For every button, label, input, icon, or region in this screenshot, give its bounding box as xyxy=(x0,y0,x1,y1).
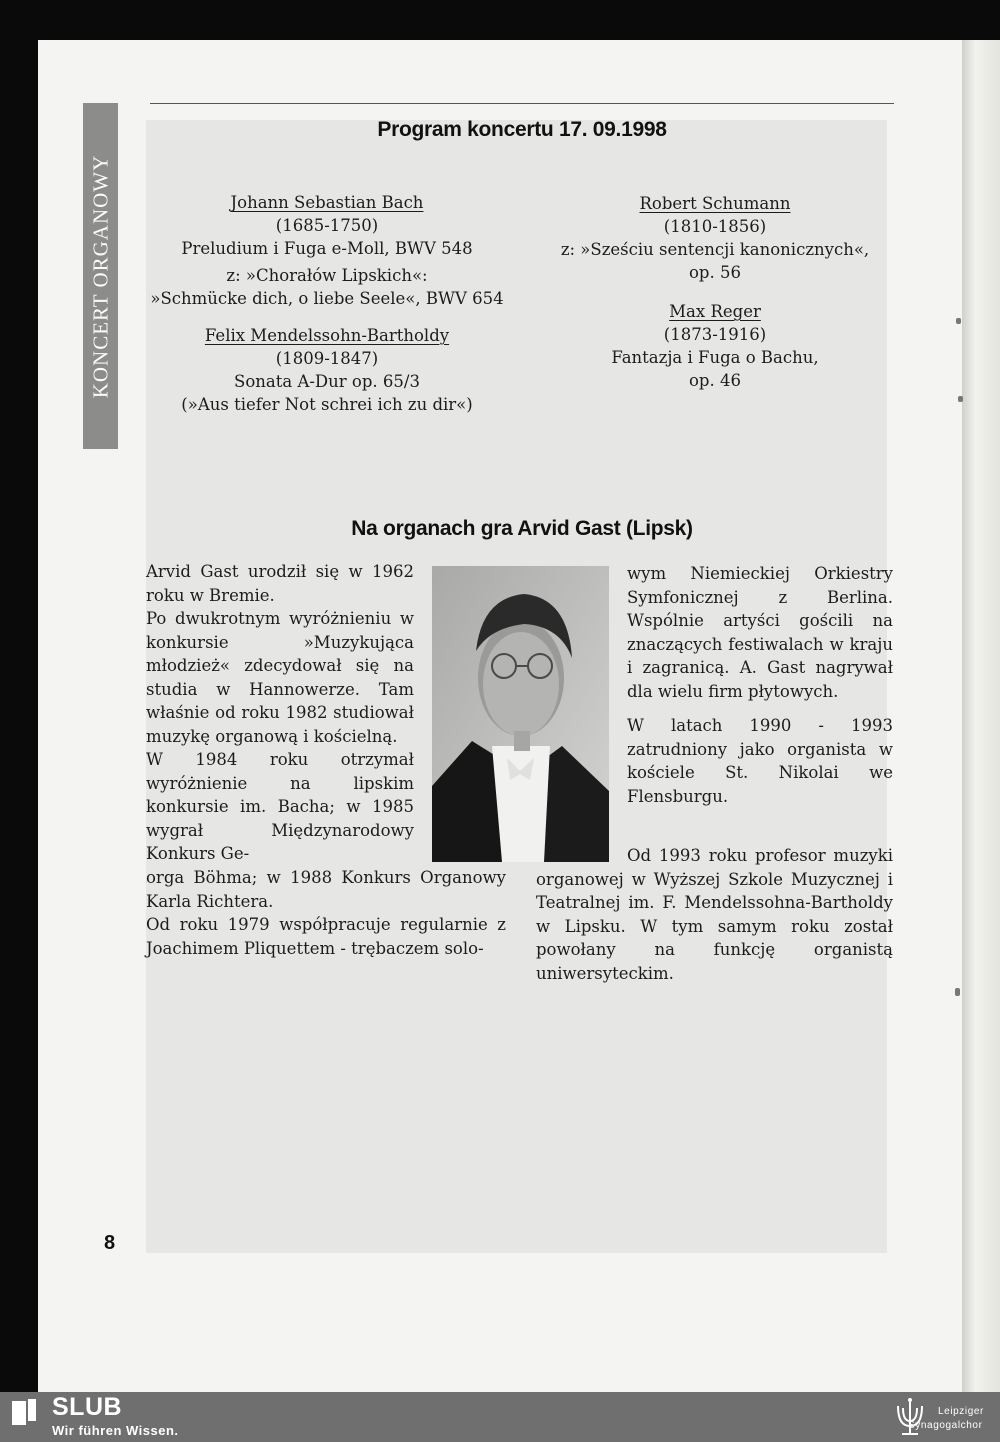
composer-reger: Max Reger xyxy=(669,302,761,321)
scan-speck xyxy=(955,988,960,996)
work-mendelssohn-line1: Sonata A-Dur op. 65/3 xyxy=(234,372,420,391)
bio-paragraph: Od roku 1979 współpracuje regularnie z Joachimem Pliquettem - trębaczem solo- xyxy=(146,915,506,958)
menorah-icon xyxy=(893,1396,927,1438)
slub-tagline: Wir führen Wissen. xyxy=(52,1423,179,1438)
bio-column-left-bottom xyxy=(146,866,506,960)
composer-mendelssohn: Felix Mendelssohn-Bartholdy xyxy=(204,326,450,345)
slub-name: SLUB xyxy=(52,1393,123,1421)
work-reger-line2: op. 46 xyxy=(689,371,741,390)
portrait-photo xyxy=(432,566,609,862)
work-mendelssohn-line2: (»Aus tiefer Not schrei ich zu dir«) xyxy=(181,395,473,414)
partner-name-line2: Synagogalchor xyxy=(908,1420,983,1431)
header-rule xyxy=(150,103,894,104)
work-reger-line1: Fantazja i Fuga o Bachu, xyxy=(611,348,819,367)
work-schumann-line2: op. 56 xyxy=(689,263,741,282)
composer-schumann-years: (1810-1856) xyxy=(663,217,767,236)
bio-title: Na organach gra Arvid Gast (Lipsk) xyxy=(351,517,693,540)
bio-paragraph: wym Niemieckiej Orkiestry Symfonicznej z Berlina. Wspólnie artyści gościli na znaczących festiwalach w kraju i zagranicą. A. Gast nagrywał dla wielu firm płytowych. xyxy=(627,564,893,701)
bio-column-right-bottom xyxy=(536,844,893,985)
bio-paragraph: orga Böhma; w 1988 Konkurs Organowy Karla Richtera. xyxy=(146,868,506,911)
work-bach-2-line2: »Schmücke dich, o liebe Seele«, BWV 654 xyxy=(150,289,504,308)
scan-speck xyxy=(958,396,963,402)
bio-column-left xyxy=(146,560,414,866)
slub-logo-icon xyxy=(12,1399,36,1425)
composer-schumann: Robert Schumann xyxy=(639,194,791,213)
side-label xyxy=(83,103,118,449)
footer-bar xyxy=(0,1392,1000,1442)
bio-paragraph: Od 1993 roku profesor muzyki organowej w Wyższej Szkole Muzycznej i Teatralnej im. F. Mendelssohna-Bartholdy w Lipsku. W tym samym roku został powołany na funkcję organistą uniwersyteckim. xyxy=(536,846,893,983)
program-right-column xyxy=(540,192,890,392)
scan-speck xyxy=(956,318,961,324)
partner-name-line1: Leipziger xyxy=(938,1406,984,1417)
page-number: 8 xyxy=(104,1232,116,1254)
composer-mendelssohn-years: (1809-1847) xyxy=(275,349,379,368)
work-bach-2-line1: z: »Chorałów Lipskich«: xyxy=(226,266,428,285)
bio-column-right xyxy=(627,562,893,808)
bio-paragraph: W latach 1990 - 1993 zatrudniony jako organista w kościele St. Nikolai we Flensburgu. xyxy=(627,716,893,806)
composer-bach-years: (1685-1750) xyxy=(275,216,379,235)
program-title: Program koncertu 17. 09.1998 xyxy=(377,118,667,141)
bio-paragraph: Arvid Gast urodził się w 1962 roku w Bremie. xyxy=(146,562,414,605)
page-spine xyxy=(962,40,1000,1392)
program-left-column xyxy=(150,191,504,416)
bio-paragraph: Po dwukrotnym wyróżnieniu w konkursie »Muzykująca młodzież« zdecydował się na studia w Hannowerze. Tam właśnie od roku 1982 studiował muzykę organową i kościelną. xyxy=(146,609,414,746)
side-label-text: KONCERT ORGANOWY xyxy=(88,154,113,398)
bio-paragraph: W 1984 roku otrzymał wyróżnienie na lipskim konkursie im. Bacha; w 1985 wygrał Międzynarodowy Konkurs Ge- xyxy=(146,750,414,863)
composer-reger-years: (1873-1916) xyxy=(663,325,767,344)
composer-bach: Johann Sebastian Bach xyxy=(230,193,424,212)
work-bach-1: Preludium i Fuga e-Moll, BWV 548 xyxy=(181,239,473,258)
work-schumann-line1: z: »Sześciu sentencji kanonicznych«, xyxy=(560,240,870,259)
